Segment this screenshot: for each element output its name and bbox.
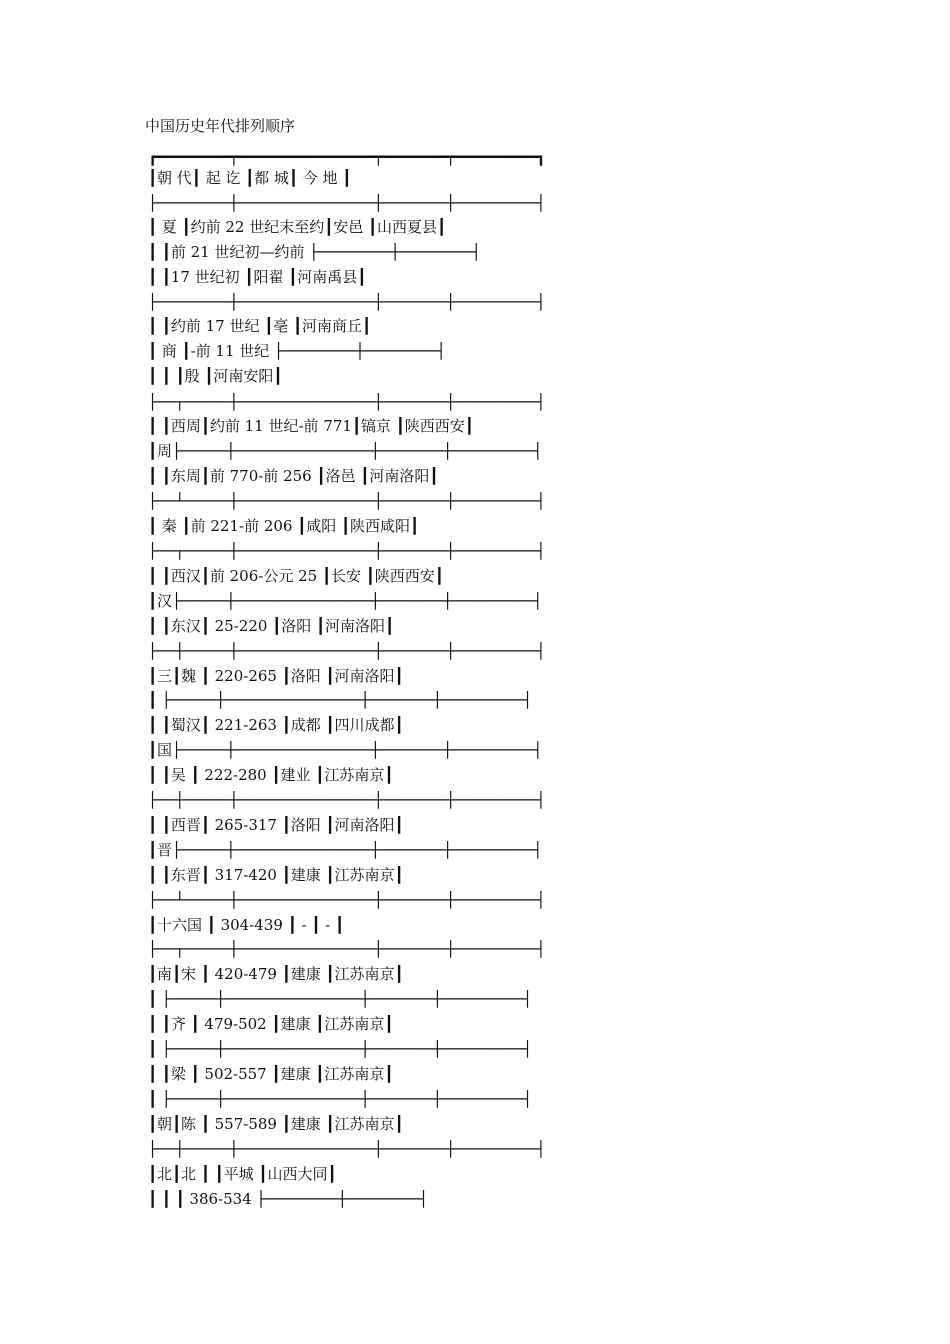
table-row: ┃ ├─────┼───────────────┼───────┼─────────┤: [148, 990, 533, 1008]
table-row: ┃ ├─────┼───────────────┼───────┼─────────┤: [148, 1090, 533, 1108]
table-row: ┃ ┃梁 ┃ 502-557 ┃建康 ┃江苏南京┃: [148, 1065, 394, 1083]
table-row: ┃ ┃约前 17 世纪 ┃亳 ┃河南商丘┃: [148, 317, 372, 335]
table-row: ┃ ┃西周┃约前 11 世纪-前 771┃镐京 ┃陕西西安┃: [148, 417, 474, 435]
table-row: ┃ ┃东汉┃ 25-220 ┃洛阳 ┃河南洛阳┃: [148, 617, 395, 635]
table-row: ┃ ┃ ┃殷 ┃河南安阳┃: [148, 367, 283, 385]
table-rule: ├──┼─────┼───────────────┼───────┼─────────┤: [148, 791, 546, 809]
table-rule: ├──┴─────┼───────────────┼───────┼─────────┤: [148, 891, 546, 909]
table-rule: ├────────┼───────────────┼───────┼─────────┤: [148, 293, 546, 311]
table-row: ┃朝┃陈 ┃ 557-589 ┃建康 ┃江苏南京┃: [148, 1115, 404, 1133]
table-row: ┃ 商 ┃-前 11 世纪 ├────────┼────────┤: [148, 342, 446, 360]
table-row: ┃晋├─────┼───────────────┼───────┼─────────┤: [148, 841, 543, 859]
table-row: ┃ ┃齐 ┃ 479-502 ┃建康 ┃江苏南京┃: [148, 1015, 394, 1033]
table-row: ┃ ┃东晋┃ 317-420 ┃建康 ┃江苏南京┃: [148, 866, 404, 884]
table-row: ┃汉├─────┼───────────────┼───────┼─────────┤: [148, 592, 543, 610]
table-rule: ├──┴─────┼───────────────┼───────┼─────────┤: [148, 492, 546, 510]
table-rule: ├────────┼───────────────┼───────┼─────────┤: [148, 194, 546, 212]
table-rule: ├──┼─────┼───────────────┼───────┼─────────┤: [148, 642, 546, 660]
document-title: 中国历史年代排列顺序: [145, 117, 296, 135]
table-row: ┃周├─────┼───────────────┼───────┼─────────┤: [148, 442, 543, 460]
table-rule: ├──┼─────┼───────────────┼───────┼─────────┤: [148, 1140, 546, 1158]
table-row: ┃ ┃西汉┃前 206-公元 25 ┃长安 ┃陕西西安┃: [148, 567, 444, 585]
table-row: ┃ ┃吴 ┃ 222-280 ┃建业 ┃江苏南京┃: [148, 766, 394, 784]
table-row: ┃ ┃西晋┃ 265-317 ┃洛阳 ┃河南洛阳┃: [148, 816, 404, 834]
table-rule: ├──┬─────┼───────────────┼───────┼─────────┤: [148, 542, 546, 560]
table-row: ┃ ┃17 世纪初 ┃阳翟 ┃河南禹县┃: [148, 268, 367, 286]
table-row: ┃北┃北 ┃ ┃平城 ┃山西大同┃: [148, 1165, 337, 1183]
table-row: ┃南┃宋 ┃ 420-479 ┃建康 ┃江苏南京┃: [148, 965, 404, 983]
table-row: ┃ ┃ ┃ 386-534 ├────────┼────────┤: [148, 1190, 429, 1208]
table-row: ┃十六国 ┃ 304-439 ┃ - ┃ - ┃: [148, 916, 344, 934]
table-header-row: ┃朝 代┃ 起 讫 ┃都 城┃ 今 地 ┃: [148, 169, 352, 187]
table-row: ┃国├─────┼───────────────┼───────┼─────────┤: [148, 741, 543, 759]
table-rule: ├──┬─────┼───────────────┼───────┼─────────┤: [148, 393, 546, 411]
table-row: ┃ ├─────┼───────────────┼───────┼─────────┤: [148, 1040, 533, 1058]
table-row: ┃ 夏 ┃约前 22 世纪末至约┃安邑 ┃山西夏县┃: [148, 218, 447, 236]
table-row: ┃三┃魏 ┃ 220-265 ┃洛阳 ┃河南洛阳┃: [148, 667, 404, 685]
table-rule: ├──┬─────┼───────────────┼───────┼─────────┤: [148, 940, 546, 958]
table-row: ┃ ┃东周┃前 770-前 256 ┃洛邑 ┃河南洛阳┃: [148, 467, 439, 485]
table-row: ┃ ┃前 21 世纪初—约前 ├────────┼────────┤: [148, 243, 481, 261]
table-row: ┃ ├─────┼───────────────┼───────┼─────────┤: [148, 691, 533, 709]
table-row: ┃ 秦 ┃前 221-前 206 ┃咸阳 ┃陕西咸阳┃: [148, 517, 420, 535]
table-row: ┃ ┃蜀汉┃ 221-263 ┃成都 ┃四川成都┃: [148, 716, 404, 734]
table-border-top: ┏━━━━━━━━┯━━━━━━━━━━━━━━━┯━━━━━━━┯━━━━━━━━━┓: [148, 148, 546, 166]
